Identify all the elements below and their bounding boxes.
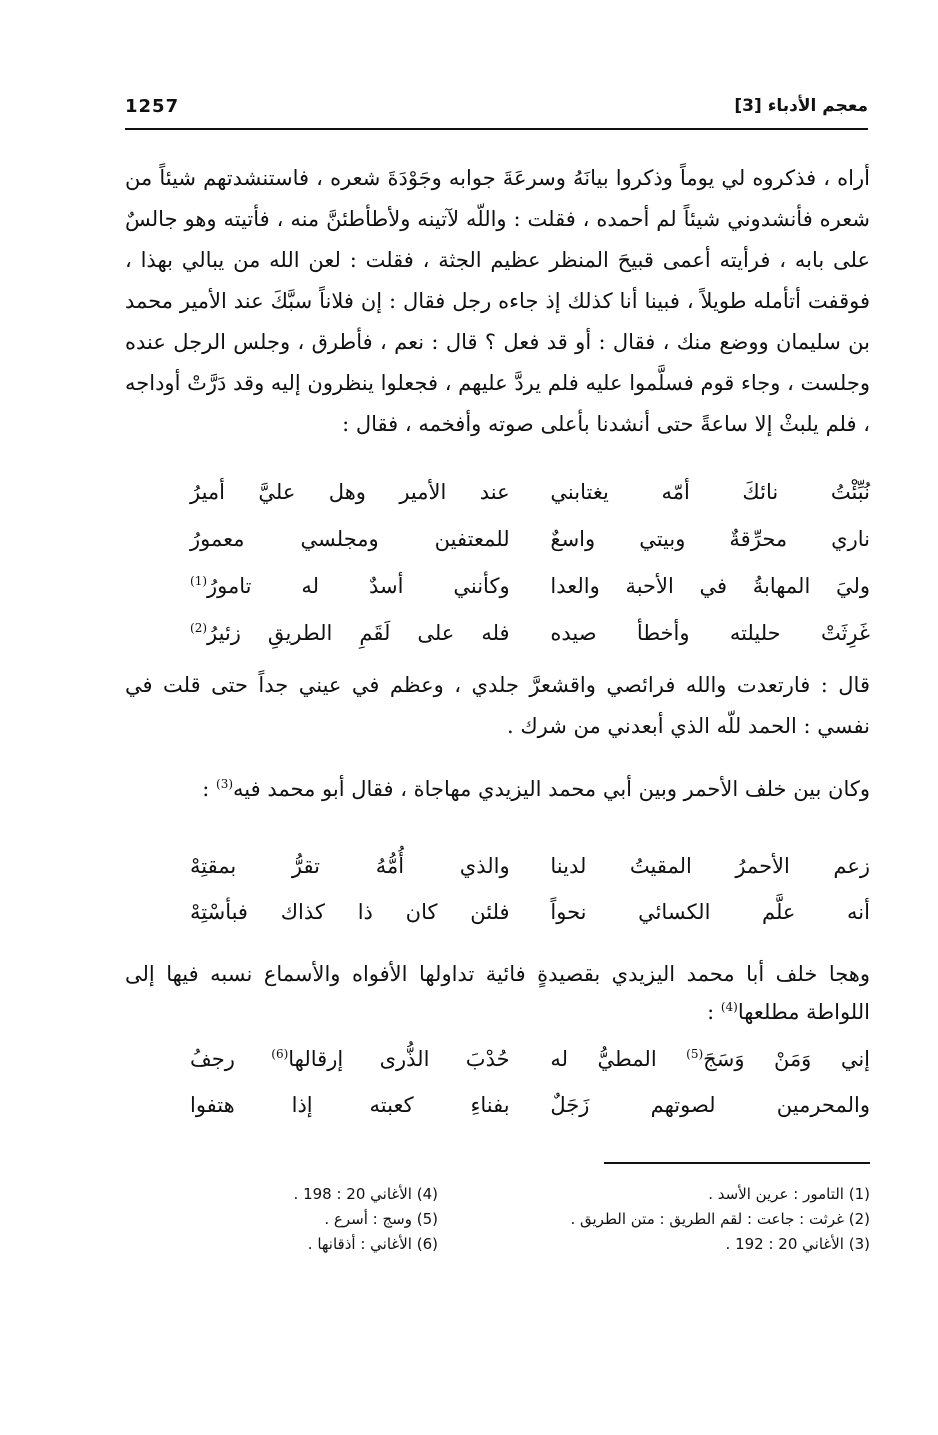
verse [190,1082,870,1128]
paragraph-colon: : [707,1000,721,1024]
paragraph-2: قال : فارتعدت والله فرائصي واقشعرَّ جلدي ، وعظم في عيني جداً حتى قلت في نفسي : الحمد للّه الذي أبعدني من شرك . [125,673,870,738]
footnote: (1) التامور : عرين الأسد . [708,1185,870,1203]
second-hemistich [190,1047,510,1071]
hemistich-text: رجفُ [190,1047,272,1071]
poem-3 [190,1036,870,1128]
book-title: معجم الأدباء [3] [734,96,868,116]
footnote-marker: (5) [686,1047,704,1061]
second-hemistich [190,574,510,598]
footnote-marker: (1) [190,573,208,588]
footnote: (5) وسج : أسرع . [324,1210,438,1228]
second-hemistich: للمعتفين ومجلسي معمورُ [190,526,510,551]
footnote: (3) الأغاني 20 : 192 . [725,1235,870,1253]
second-hemistich: والذي أُمُّهُ تقرُّ بمقتِهْ [190,854,510,878]
footnote-marker: (4) [720,1000,738,1014]
footnote-marker: (2) [190,620,208,635]
hemistich-text: حُدْبَ الذُّرى إرقالها [288,1047,510,1071]
first-hemistich: نُبِّئْتُ نائكَ أمّه يغتابني [550,479,870,504]
first-hemistich [550,1047,870,1071]
verse [190,468,870,515]
footnote-marker: (3) [216,777,234,791]
footnote: (6) الأغاني : أذقانها . [307,1235,438,1253]
footnote-divider [604,1162,870,1164]
footnote: (4) الأغاني 20 : 198 . [293,1185,438,1203]
footnote-marker: (6) [271,1047,289,1061]
verse [190,609,870,656]
verse [190,843,870,889]
paragraph-text: وهجا خلف أبا محمد اليزيدي بقصيدةٍ فائية تداولها الأفواه والأسماع نسبه فيها إلى اللواطة مطلعها [125,962,870,1024]
paragraph-text: وكان بين خلف الأحمر وبين أبي محمد اليزيدي مهاجاة ، فقال أبو محمد فيه [233,777,870,801]
footnotes-left-column [208,1182,438,1257]
hemistich-text: المطيُّ له [550,1047,687,1071]
verse [190,562,870,609]
poem-1 [190,468,870,656]
first-hemistich: أنه علَّم الكسائي نحواً [550,900,870,924]
first-hemistich: غَرِثَتْ حليلته وأخطأ صيده [550,620,870,645]
hemistich-text: وكأنني أسدٌ له تامورُ [207,573,510,598]
paragraph-1: أراه ، فذكروه لي يوماً وذكروا بيانَهُ وسرعَةَ جوابه وجَوْدَةَ شعره ، فاستنشدتهم شيئاً من شعره فأنشدوني شيئاً لم أحمده ، فقلت : واللّه لآتينه ولأطأطئنَّ منه ، فأتيته وهو جالسٌ على بابه ، فرأيته أعمى قبيحَ المنظر عظيم الجثة ، فقلت : لعن الله من يبالي بهذا ، فوقفت أتأمله طويلاً ، فبينا أنا كذلك إذ جاءه رجل فقال : إن فلاناً سبَّكَ عند الأمير محمد بن سليمان ووضع منك ، فقال : أو قد فعل ؟ قال : نعم ، فأطرق ، وجلس الرجل عنده وجلست ، وجاء قوم فسلَّموا عليه فلم يردَّ عليهم ، فجعلوا ينظرون إليه وقد دَرَّتْ أوداجه ، فلم يلبثْ إلا ساعةً حتى أنشدنا بأعلى صوته وأفخمه ، فقال : [125,166,870,436]
page-number: 1257 [125,96,180,117]
first-hemistich: زعم الأحمرُ المقيتُ لدينا [550,854,870,878]
paragraph-3 [125,770,870,808]
hemistich-text: إني وَمَنْ وَسَجَ [703,1047,870,1071]
first-hemistich: وليَ المهابةُ في الأحبة والعدا [550,573,870,598]
first-hemistich: والمحرمين لصوتهم زَجَلٌ [550,1093,870,1117]
paragraph-colon: : [202,777,217,801]
verse [190,515,870,562]
paragraph-4 [125,955,870,1031]
second-hemistich [190,621,510,645]
hemistich-text: فله على لَقَمِ الطريقِ زئيرُ [207,620,510,645]
second-hemistich: عند الأمير وهل عليَّ أميرُ [190,479,510,504]
running-header [125,92,868,130]
first-hemistich: ناري محرِّقةٌ وبيتي واسعٌ [550,526,870,551]
verse [190,1036,870,1082]
verse [190,889,870,935]
poem-2 [190,843,870,935]
second-hemistich: فلئن كان ذا كذاك فبأسْتِهْ [190,900,510,924]
footnotes-right-column [540,1182,870,1257]
second-hemistich: بفناءِ كعبته إذا هتفوا [190,1093,510,1117]
footnote: (2) غرثت : جاعت : لقم الطريق : متن الطريق . [570,1210,870,1228]
